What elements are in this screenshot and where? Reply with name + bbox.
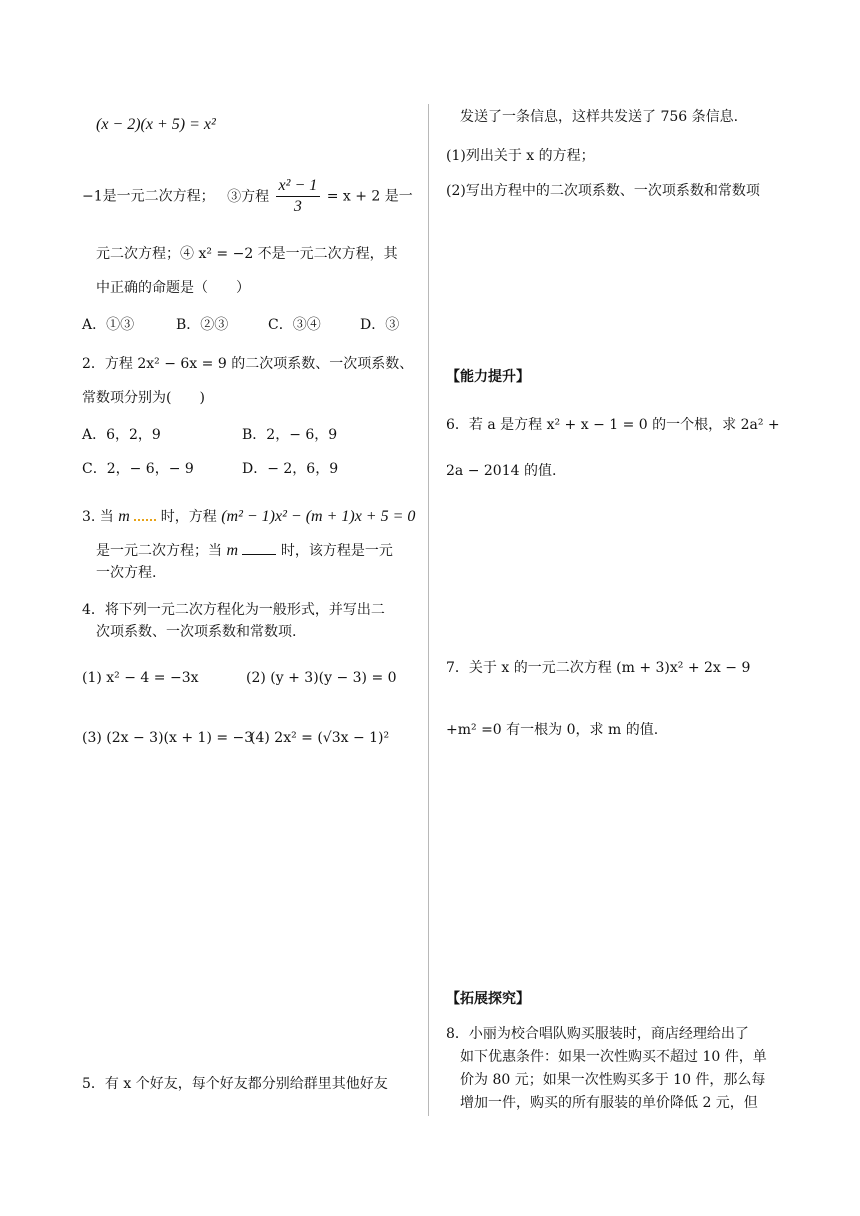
q5-sub2: (2)写出方程中的二次项系数、一次项系数和常数项 [446,183,760,199]
q1-line1 [82,176,413,217]
q4-item-4: (4) 2x² = (√3x − 1)² [250,730,390,746]
q4-item-1: (1) x² − 4 = −3x [82,670,199,686]
q6-line2: 2a − 2014 的值. [446,463,557,479]
q4-item-3: (3) (2x − 3)(x + 1) = −3 [82,730,254,746]
q3-variable-m-2: m [226,542,239,559]
option-b: B．②③ [176,317,229,333]
q1-fraction [276,176,321,217]
q1-line1-prefix: −1是一元二次方程； [82,188,215,205]
q2-option-a: A．6，2，9 [82,427,161,443]
section-explore: 【拓展探究】 [446,991,530,1007]
q5-sub1: (1)列出关于 x 的方程； [446,148,595,164]
q7-line1: 7．关于 x 的一元二次方程 (m + 3)x² + 2x − 9 [446,660,751,676]
q3-line2 [96,540,393,560]
q8-line2: 如下优惠条件：如果一次性购买不超过 10 件，单 [460,1049,767,1065]
q1-line3: 中正确的命题是（ ） [96,280,250,296]
option-a: A．①③ [82,317,135,333]
q2-line2: 常数项分别为( ) [82,390,205,406]
q3-line1-text: 时，方程 [160,509,217,525]
option-d: D．③ [360,317,400,333]
q8-line3: 价为 80 元；如果一次性购买多于 10 件，那么每 [460,1072,766,1088]
q3-line2-text-b: 时，该方程是一元 [280,543,393,559]
q1-line2: 元二次方程；④ x² = −2 不是一元二次方程，其 [96,246,398,262]
equation-top: (x − 2)(x + 5) = x² [96,116,216,133]
q3-line2-text-a: 是一元二次方程；当 [96,543,222,559]
q2-option-c: C．2，− 6，− 9 [82,461,194,477]
q6-line1: 6．若 a 是方程 x² + x − 1 = 0 的一个根，求 2a² + [446,417,780,433]
q2-option-b: B．2，− 6，9 [242,427,338,443]
q3-equation: (m² − 1)x² − (m + 1)x + 5 = 0 [221,508,416,525]
section-ability: 【能力提升】 [446,369,530,385]
q3-answer-blank-2[interactable] [242,542,276,555]
q7-line2: +m² =0 有一根为 0，求 m 的值. [446,722,659,738]
q2-option-d: D．− 2，6，9 [242,461,339,477]
q1-fraction-denominator: 3 [293,198,302,215]
q1-fraction-numerator: x² − 1 [276,176,321,197]
q3-variable-m: m [118,508,130,525]
q4-line1: 4．将下列一元二次方程化为一般形式，并写出二 [82,602,385,618]
q3-line1 [82,506,415,526]
column-divider [428,104,429,1116]
q8-line4: 增加一件，购买的所有服装的单价降低 2 元，但 [460,1095,758,1111]
q4-line2: 次项系数、一次项系数和常数项. [96,624,297,640]
q2-line1: 2．方程 2x² − 6x = 9 的二次项系数、一次项系数、 [82,356,414,372]
option-c: C．③④ [268,317,321,333]
q5-line1: 5．有 x 个好友，每个好友都分别给群里其他好友 [82,1076,388,1092]
q8-line1: 8．小丽为校合唱队购买服装时，商店经理给出了 [446,1026,749,1042]
q3-label: 3. 当 [82,509,114,525]
q4-item-2: (2) (y + 3)(y − 3) = 0 [246,670,397,686]
q3-line3: 一次方程. [96,565,157,581]
q1-line1-mid: ③方程 [227,188,270,205]
q1-line1-suffix: = x + 2 是一 [326,188,413,205]
q3-answer-blank-1[interactable] [134,509,156,521]
q5-continuation: 发送了一条信息，这样共发送了 756 条信息. [460,109,739,125]
